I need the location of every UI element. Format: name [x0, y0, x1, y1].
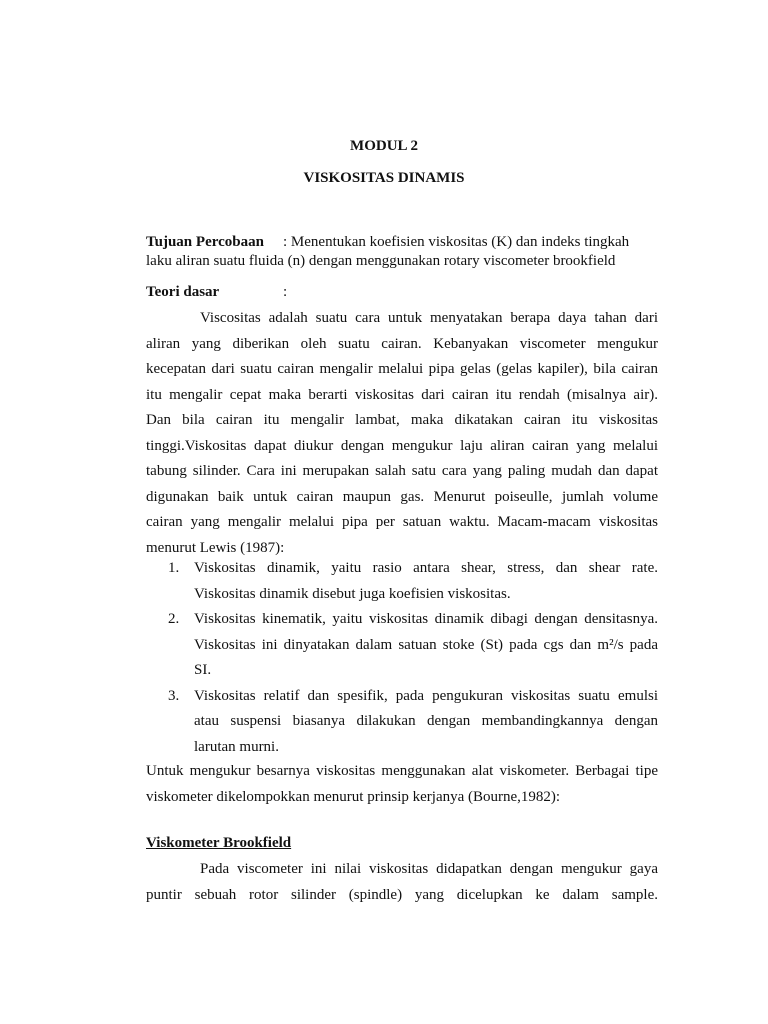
paragraph-line: Pada viscometer ini nilai viskositas didapatkan dengan mengukur gaya [200, 861, 658, 877]
list-item [146, 684, 658, 761]
theory-label: Teori dasar [146, 284, 220, 300]
list-item [146, 556, 658, 607]
objective-block [146, 233, 658, 271]
paragraph-line: tinggi.Viskositas dapat diukur dengan mengukur laju aliran cairan yang melalui [146, 437, 658, 454]
module-subtitle: VISKOSITAS DINAMIS [303, 170, 465, 186]
paragraph-line: Dan bila cairan itu mengalir lambat, maka dikatakan cairan itu viskositas [146, 412, 658, 428]
paragraph-line: itu mengalir cepat maka berarti viskositas dari cairan itu rendah (misalnya air). [146, 386, 658, 403]
paragraph-line: aliran yang diberikan oleh suatu cairan. Kebanyakan viscometer mengukur [146, 335, 658, 352]
list-line: SI. [194, 662, 212, 678]
paragraph-line: Untuk mengukur besarnya viskositas menggunakan alat viskometer. Berbagai tipe [146, 763, 658, 779]
paragraph-line: viskometer dikelompokkan menurut prinsip kerjanya (Bourne,1982): [146, 788, 561, 805]
paragraph-line: menurut Lewis (1987): [146, 539, 285, 556]
objective-label: Tujuan Percobaan [146, 234, 264, 250]
viscometer-intro-paragraph [146, 759, 658, 810]
theory-colon: : [283, 284, 288, 300]
paragraph-line: tabung silinder. Cara ini merupakan salah satu cara yang paling mudah dan dapat [146, 463, 658, 479]
theory-paragraph [146, 306, 658, 561]
list-number: 2. [168, 611, 180, 627]
list-item [146, 607, 658, 684]
paragraph-line: puntir sebuah rotor silinder (spindle) yang dicelupkan ke dalam sample. [146, 886, 658, 903]
section-heading-brookfield: Viskometer Brookfield [146, 835, 292, 851]
list-line: Viskositas ini dinyatakan dalam satuan stoke (St) pada cgs dan m²/s pada [194, 636, 658, 653]
list-line: Viskositas relatif dan spesifik, pada pengukuran viskositas suatu emulsi [194, 687, 658, 704]
viscosity-types-list [146, 556, 658, 760]
objective-row [146, 233, 658, 252]
list-line: Viskositas kinematik, yaitu viskositas dinamik dibagi dengan densitasnya. [194, 611, 658, 627]
brookfield-paragraph [146, 857, 658, 908]
list-line: Viskositas dinamik, yaitu rasio antara shear, stress, dan shear rate. [194, 560, 658, 576]
paragraph-line: digunakan baik untuk cairan maupun gas. Menurut poiseulle, jumlah volume [146, 488, 658, 505]
objective-text-line-1: : Menentukan koefisien viskositas (K) dan indeks tingkah [283, 234, 630, 250]
paragraph-line: cairan yang mengalir melalui pipa per satuan waktu. Macam-macam viskositas [146, 514, 658, 530]
list-line: Viskositas dinamik disebut juga koefisien viskositas. [194, 585, 511, 602]
theory-heading [146, 284, 658, 301]
module-title: MODUL 2 [350, 138, 418, 154]
list-number: 3. [168, 687, 180, 704]
paragraph-line: kecepatan dari suatu cairan mengalir melalui pipa gelas (gelas kapiler), bila cairan [146, 361, 658, 377]
paragraph-line: Viscositas adalah suatu cara untuk menyatakan berapa daya tahan dari [200, 310, 658, 326]
list-line: atau suspensi biasanya dilakukan dengan membandingkannya dengan [194, 713, 658, 729]
objective-text-line-2: laku aliran suatu fluida (n) dengan menggunakan rotary viscometer brookfield [146, 253, 616, 269]
list-number: 1. [168, 560, 180, 576]
list-line: larutan murni. [194, 738, 279, 755]
